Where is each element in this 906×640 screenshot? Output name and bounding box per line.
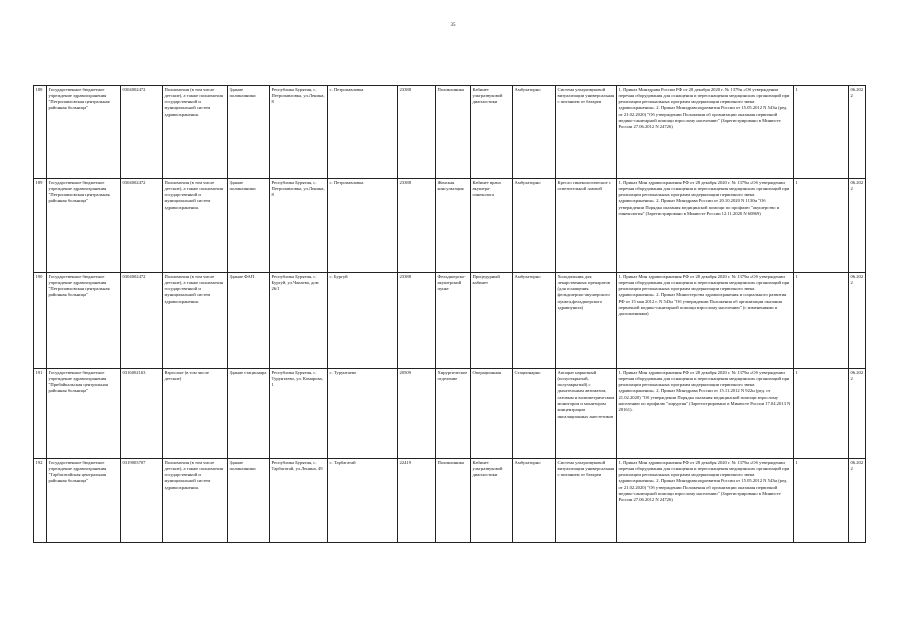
room: Кабинет ультразвуковой диагностики bbox=[471, 459, 513, 543]
row-number: 188 bbox=[34, 86, 47, 179]
address: Республика Бурятия, с. Бургуй, ул.Чапаева, дом 26/1 bbox=[270, 273, 328, 369]
inn-code: 0304002472 bbox=[121, 86, 163, 179]
organization-name: Государственное бюджетное учреждение здравоохранения "Прибайкальская центральная районная больница" bbox=[47, 369, 121, 459]
equipment: Система ультразвуковой визуализации универсальная с питанием от батареи bbox=[556, 86, 617, 179]
address: Республика Бурятия, с. Петропавловка, ул.Ленина, 8 bbox=[270, 86, 328, 179]
settlement: с. Бургуй bbox=[328, 273, 398, 369]
room: Операционная bbox=[471, 369, 513, 459]
care-type: Амбулаторно bbox=[513, 86, 556, 179]
row-number: 190 bbox=[34, 273, 47, 369]
organization-name: Государственное бюджетное учреждение здравоохранения "Петропавловская центральная районная больница" bbox=[47, 273, 121, 369]
care-type: Стационарно bbox=[513, 369, 556, 459]
building: Здание поликлиники bbox=[228, 459, 270, 543]
table-row bbox=[34, 86, 866, 179]
quantity: 1 bbox=[794, 459, 849, 543]
equipment: Кресло гинекологическое с осветительной лампой bbox=[556, 179, 617, 273]
settlement: с. Петропавловка bbox=[328, 86, 398, 179]
settlement-code: 23388 bbox=[398, 179, 436, 273]
care-type: Амбулаторно bbox=[513, 459, 556, 543]
settlement: с. Турунтаево bbox=[328, 369, 398, 459]
address: Республика Бурятия, с. Тарбагатай, ул.Ленина, 49 bbox=[270, 459, 328, 543]
equipment: Холодильник для лекарственных препаратов (для оснащения фельдшерско-акушерского пункта,фельдшерского здравпункта) bbox=[556, 273, 617, 369]
organization-name: Государственное бюджетное учреждение здравоохранения "Тарбагатайская центральная районная больница" bbox=[47, 459, 121, 543]
equipment-table bbox=[33, 85, 866, 543]
table-row bbox=[34, 273, 866, 369]
quantity: 1 bbox=[794, 369, 849, 459]
date: 06.2022 bbox=[849, 273, 866, 369]
care-type: Амбулаторно bbox=[513, 273, 556, 369]
table-row bbox=[34, 369, 866, 459]
settlement: с. Тарбагатай bbox=[328, 459, 398, 543]
date: 06.2022 bbox=[849, 459, 866, 543]
settlement: с. Петропавловка bbox=[328, 179, 398, 273]
powers: Полномочия (в том числе детские), а также полномочия государственной и муниципальной систем здравоохранения. bbox=[163, 273, 228, 369]
unit: Поликлиника bbox=[436, 86, 471, 179]
powers: Взрослые (в том числе детские) bbox=[163, 369, 228, 459]
building: Здание ФАП bbox=[228, 273, 270, 369]
settlement-code: 23388 bbox=[398, 86, 436, 179]
powers: Полномочия (в том числе детские), а также полномочия государственной и муниципальной систем здравоохранения. bbox=[163, 86, 228, 179]
legal-basis: 1. Приказ Мин здравоохранения РФ от 28 декабря 2020 г. № 1379н «Об утверждении перечня оборудования для оснащения и переоснащения медицинских организаций при реализации региональных программ модернизации первичного звена здравоохранения». 2. Приказ Минздравсоцразвития России от 15.05.2012 N 543н (ред. от 21.02.2020) "Об утверждении Положения об организации оказания первичной медико-санитарной помощи взрослому населению" (Зарегистрировано в Минюсте России 27.06.2012 N 24726) bbox=[617, 459, 794, 543]
unit: Женская консультация bbox=[436, 179, 471, 273]
inn-code: 0316002163 bbox=[121, 369, 163, 459]
row-number: 191 bbox=[34, 369, 47, 459]
date: 06.2022 bbox=[849, 86, 866, 179]
settlement-code: 20509 bbox=[398, 369, 436, 459]
room: Кабинет ультразвуковой диагностики bbox=[471, 86, 513, 179]
legal-basis: 1. Приказ Мин здравоохранения РФ от 28 декабря 2020 г. № 1379н «Об утверждении перечня оборудования для оснащения и переоснащения медицинских организаций при реализации региональных программ модернизации первичного звена здравоохранения». 2. Приказ Министерства здравоохранения и социального развития РФ от 15 мая 2012 г. N 543н "Об утверждении Положения об организации оказания первичной медико-санитарной помощи взрослому населению" (с изменениями и дополнениями) bbox=[617, 273, 794, 369]
equipment: Аппарат наркозный (полуоткрытый, полузакрытый) с дыхательным автоматом, газовым и волюметрическим монитором и монитором концентрации ингаляционных анестетиков bbox=[556, 369, 617, 459]
room: Кабинет врача акушера-гинеколога bbox=[471, 179, 513, 273]
date: 06.2022 bbox=[849, 179, 866, 273]
unit: Хирургическое отделение bbox=[436, 369, 471, 459]
date: 06.2022 bbox=[849, 369, 866, 459]
powers: Полномочия (в том числе детские), а также полномочия государственной и муниципальной систем здравоохранения. bbox=[163, 459, 228, 543]
quantity: 1 bbox=[794, 86, 849, 179]
table-row bbox=[34, 459, 866, 543]
building: Здание поликлиники bbox=[228, 86, 270, 179]
row-number: 192 bbox=[34, 459, 47, 543]
equipment: Система ультразвуковой визуализации универсальная с питанием от батареи bbox=[556, 459, 617, 543]
room: Процедурный кабинет bbox=[471, 273, 513, 369]
legal-basis: 1. Приказ Минздрава России РФ от 28 декабря 2020 г. № 1379н «Об утверждении перечня оборудования для оснащения и переоснащения медицинских организаций при реализации региональных программ модернизации первичного звена здравоохранения». 2. Приказ Минздравсоцразвития России от 15.05.2012 N 543н (ред. от 21.02.2020) "Об утверждении Положения об организации оказания первичной медико-санитарной помощи взрослому населению" (Зарегистрировано в Минюсте России 27.06.2012 N 24726) bbox=[617, 86, 794, 179]
organization-name: Государственное бюджетное учреждение здравоохранения "Петропавловская центральная районная больница" bbox=[47, 86, 121, 179]
table-row bbox=[34, 179, 866, 273]
legal-basis: 1. Приказ Мин здравоохранения РФ от 28 декабря 2020 г. № 1379н «Об утверждении перечня оборудования для оснащения и переоснащения медицинских организаций при реализации региональных программ модернизации первичного звена здравоохранения». 2. Приказ Минздрава России от 20.10.2020 N 1130н "Об утверждении Порядка оказания медицинской помощи по профилю "акушерство и гинекология" (Зарегистрировано в Минюсте России 12.11.2020 N 60869) bbox=[617, 179, 794, 273]
settlement-code: 23388 bbox=[398, 273, 436, 369]
row-number: 189 bbox=[34, 179, 47, 273]
quantity: 1 bbox=[794, 273, 849, 369]
page-number: 35 bbox=[450, 23, 456, 28]
unit: Поликлиника bbox=[436, 459, 471, 543]
organization-name: Государственное бюджетное учреждение здравоохранения "Петропавловская центральная районная больница" bbox=[47, 179, 121, 273]
building: Здание поликлиники bbox=[228, 179, 270, 273]
address: Республика Бурятия, с. Петропавловка, ул.Ленина, 8 bbox=[270, 179, 328, 273]
inn-code: 0319003707 bbox=[121, 459, 163, 543]
care-type: Амбулаторно bbox=[513, 179, 556, 273]
powers: Полномочия (в том числе детские), а также полномочия государственной и муниципальной систем здравоохранения. bbox=[163, 179, 228, 273]
address: Республика Бурятия, с. Турунтаево, ул. Комарова, 1 bbox=[270, 369, 328, 459]
inn-code: 0304002472 bbox=[121, 273, 163, 369]
inn-code: 0304002472 bbox=[121, 179, 163, 273]
quantity: 1 bbox=[794, 179, 849, 273]
unit: Фельдшерско-акушерский пункт bbox=[436, 273, 471, 369]
settlement-code: 22419 bbox=[398, 459, 436, 543]
building: Здание стационара bbox=[228, 369, 270, 459]
legal-basis: 1. Приказ Мин здравоохранения РФ от 28 декабря 2020 г. № 1379н «Об утверждении перечня оборудования для оснащения и переоснащения медицинских организаций при реализации региональных программ модернизации первичного звена здравоохранения». 2. Приказ Минздрава России от 15.11.2012 N 922н (ред. от 21.02.2020) "Об утверждении Порядка оказания медицинской помощи взрослому населению по профилю "хирургия" (Зарегистрировано в Минюсте России 17.04.2013 N 28161). bbox=[617, 369, 794, 459]
